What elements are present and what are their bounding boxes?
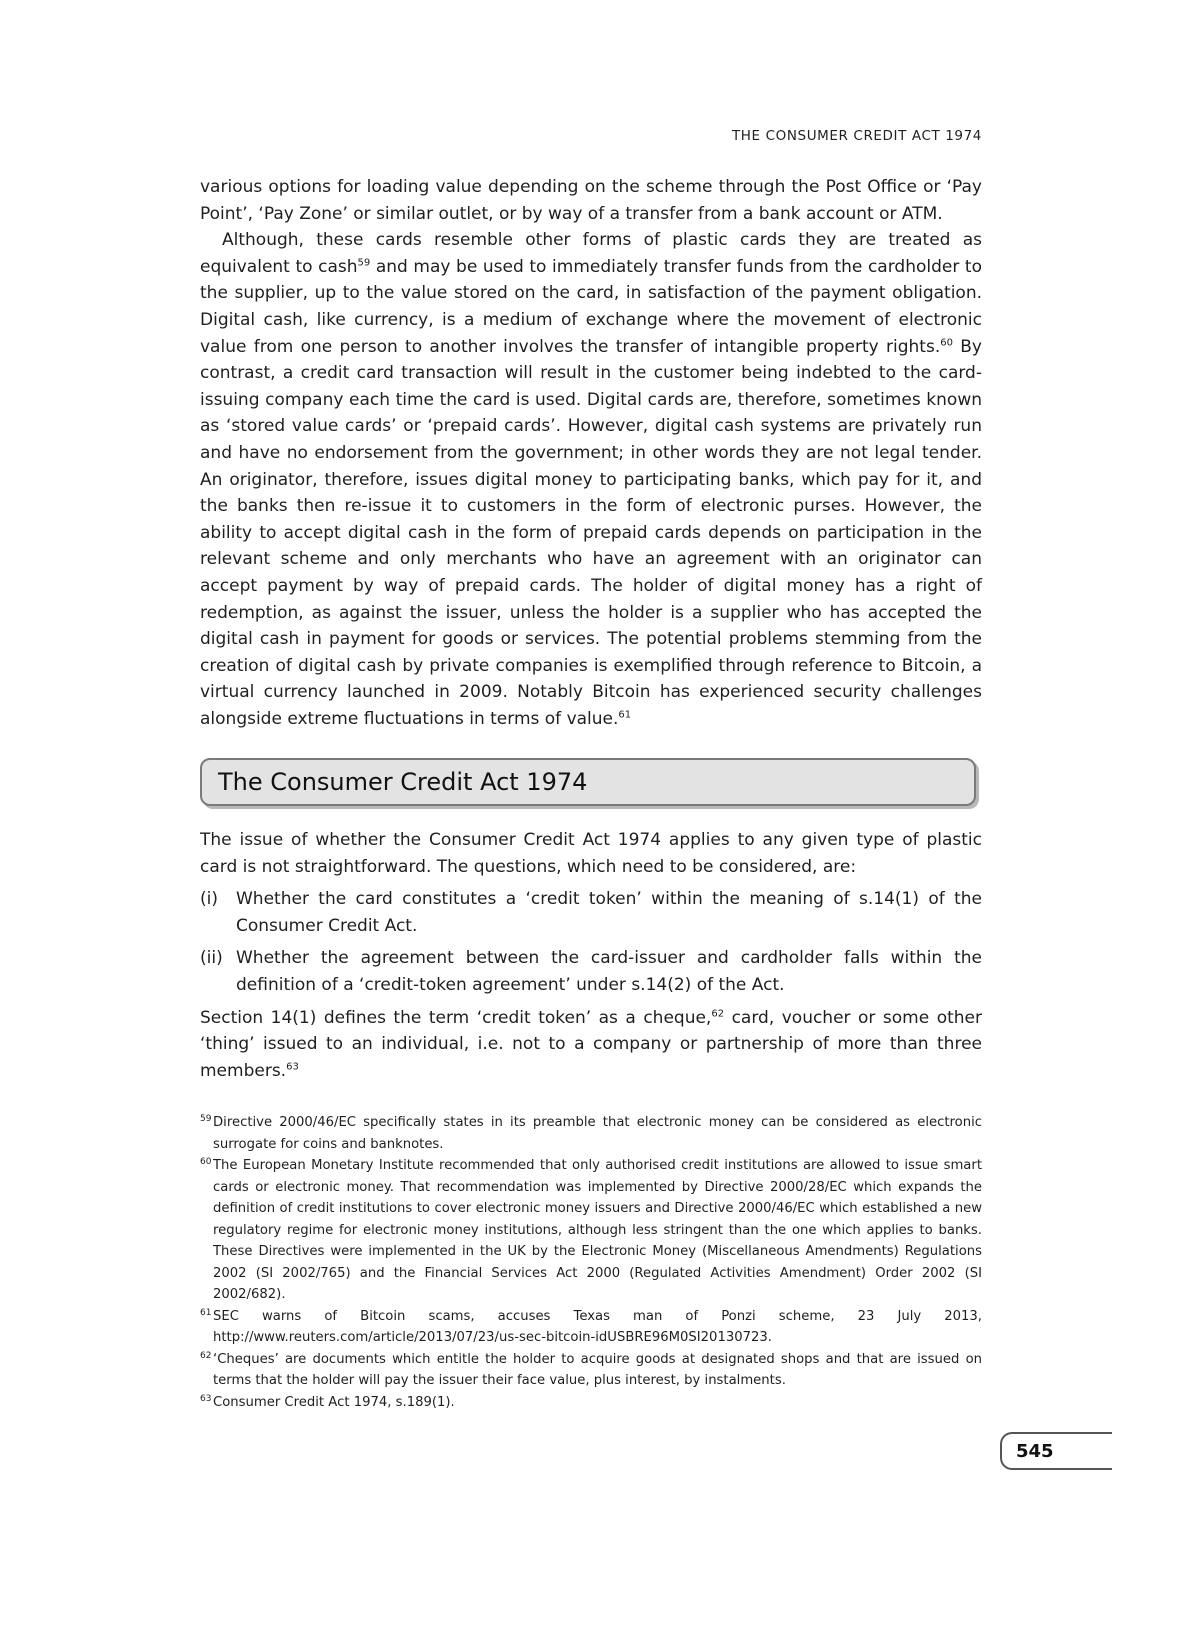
page-number: 545 <box>1016 1440 1054 1462</box>
paragraph-continued: various options for loading value depending on the scheme through the Post Office or ‘Pay Point’, ‘Pay Zone’ or similar outlet, or by way of a transfer from a bank account or ATM. <box>200 177 982 224</box>
page-number-tab <box>1000 1432 1112 1470</box>
footnote-text: Directive 2000/46/EC specifically states in its preamble that electronic money can be considered as electronic surrogate for coins and banknotes. <box>213 1115 982 1152</box>
list-item-text: Whether the agreement between the card-issuer and cardholder falls within the definition of a ‘credit-token agreement’ under s.14(2) of the Act. <box>236 948 982 995</box>
footnote-ref-59[interactable]: 59 <box>357 257 371 269</box>
footnote-ref-60[interactable]: 60 <box>940 336 953 348</box>
footnote-text: The European Monetary Institute recommended that only authorised credit institutions are allowed to issue smart cards or electronic money. That recommendation was implemented by Directive 2000/28/EC which expands the definition of credit institutions to cover electronic money issuers and Directive 2000/46/EC which established a new regulatory regime for electronic money institutions, although less stringent than the one which applies to banks. These Directives were implemented in the UK by the Electronic Money (Miscellaneous Amendments) Regulations 2002 (SI 2002/765) and the Financial Services Act 2000 (Regulated Activities Amendment) Order 2002 (SI 2002/682). <box>213 1158 982 1302</box>
footnote-ref-61[interactable]: 61 <box>618 709 632 721</box>
footnote-text: ‘Cheques’ are documents which entitle the holder to acquire goods at designated shops and that are issued on terms that the holder will pay the issuer their face value, plus interest, by instalments. <box>213 1351 982 1388</box>
footnote-text: SEC warns of Bitcoin scams, accuses Texas man of Ponzi scheme, 23 July 2013, http://www.reuters.com/article/2013/07/23/us-sec-bitcoin-idUSBRE96M0SI20130723. <box>213 1308 982 1345</box>
footnote-number: 62 <box>200 1350 212 1361</box>
list-item <box>200 945 982 998</box>
footnote <box>200 1155 982 1306</box>
footnote <box>200 1349 982 1392</box>
footnotes <box>200 1112 982 1413</box>
footnote-number: 63 <box>200 1393 212 1404</box>
list-item <box>200 886 982 939</box>
paragraph-section-14: Section 14(1) defines the term ‘credit token’ as a cheque,$^{62}$ card, voucher or some other ‘thing’ issued to an individual, i.e. not to a company or partnership of more than three members.$^{63}$ <box>200 1007 982 1081</box>
section-heading: The Consumer Credit Act 1974 <box>218 768 588 796</box>
body-text-lower <box>200 827 982 1084</box>
footnote-number: 60 <box>200 1157 212 1167</box>
list-marker: (i) <box>200 889 218 910</box>
footnote-text: Consumer Credit Act 1974, s.189(1). <box>213 1394 455 1410</box>
paragraph-intro: The issue of whether the Consumer Credit Act 1974 applies to any given type of plastic card is not straightforward. The questions, which need to be considered, are: <box>200 830 982 877</box>
footnote-ref-63[interactable]: 63 <box>286 1061 299 1073</box>
section-heading-box <box>200 758 976 806</box>
footnote-ref-62[interactable]: 62 <box>711 1007 725 1019</box>
footnote-number: 61 <box>200 1307 212 1318</box>
running-head: THE CONSUMER CREDIT ACT 1974 <box>731 128 982 144</box>
question-list <box>200 886 982 998</box>
paragraph-digital-cash: Although, these cards resemble other forms of plastic cards they are treated as equivalent to cash$^{59}$ and may be used to immediately transfer funds from the cardholder to the supplier, up to the value stored on the card, in satisfaction of the payment obligation. Digital cash, like currency, is a medium of exchange where the movement of electronic value from one person to another involves the transfer of intangible property rights.$^{60}$ By contrast, a credit card transaction will result in the customer being indebted to the card-issuing company each time the card is used. Digital cards are, therefore, sometimes known as ‘stored value cards’ or ‘prepaid cards’. However, digital cash systems are privately run and have no endorsement from the government; in other words they are not legal tender. An originator, therefore, issues digital money to participating banks, which pay for it, and the banks then re-issue it to customers in the form of electronic purses. However, the ability to accept digital cash in the form of prepaid cards depends on participation in the relevant scheme and only merchants who have an agreement with an originator can accept payment by way of prepaid cards. The holder of digital money has a right of redemption, as against the issuer, unless the holder is a supplier who has accepted the digital cash in payment for goods or services. The potential problems stemming from the creation of digital cash by private companies is exemplified through reference to Bitcoin, a virtual currency launched in 2009. Notably Bitcoin has experienced security challenges alongside extreme fluctuations in terms of value.$^{61}$ <box>200 230 983 729</box>
list-marker: (ii) <box>200 948 223 969</box>
list-item-text: Whether the card constitutes a ‘credit token’ within the meaning of s.14(1) of the Consumer Credit Act. <box>236 889 982 936</box>
body-text-upper <box>200 174 982 732</box>
footnote <box>200 1392 982 1414</box>
footnote-number: 59 <box>200 1114 212 1124</box>
footnote <box>200 1306 982 1349</box>
footnote <box>200 1112 982 1155</box>
